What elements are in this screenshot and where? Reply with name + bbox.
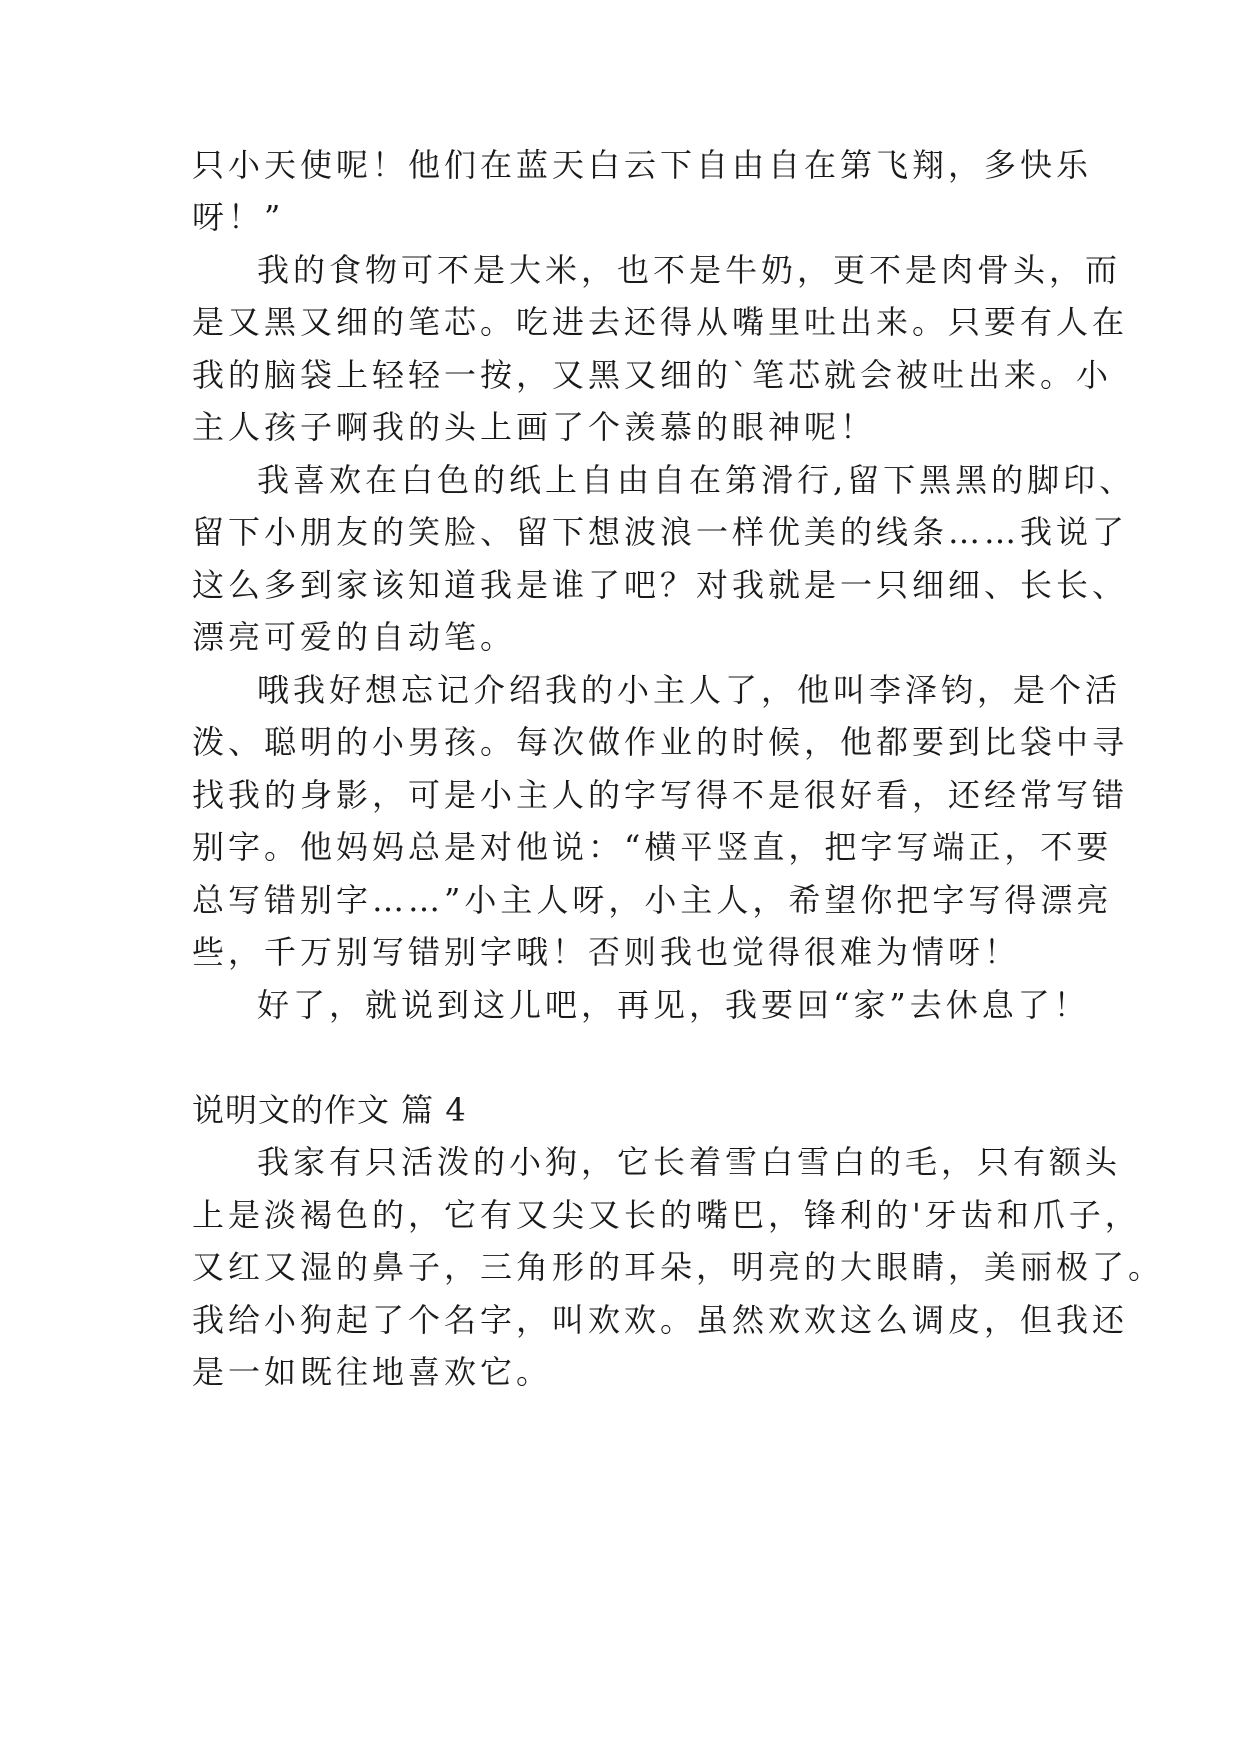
paragraph-line: 留下小朋友的笑脸、留下想波浪一样优美的线条……我说了: [192, 513, 1129, 551]
paragraph-line: 些，千万别写错别字哦！否则我也觉得很难为情呀！: [192, 933, 1021, 971]
paragraph-line: 别字。他妈妈总是对他说：“横平竖直，把字写端正，不要: [192, 828, 1113, 866]
paragraph-line: 主人孩子啊我的头上画了个羡慕的眼神呢！: [192, 408, 877, 446]
paragraph-line: 我喜欢在白色的纸上自由自在第滑行,留下黑黑的脚印、: [257, 461, 1136, 499]
paragraph-line: 这么多到家该知道我是谁了吧？对我就是一只细细、长长、: [192, 566, 1129, 604]
paragraph-line: 是一如既往地喜欢它。: [192, 1353, 553, 1391]
paragraph-line: 又红又湿的鼻子，三角形的耳朵，明亮的大眼睛，美丽极了。: [192, 1248, 1165, 1286]
paragraph-line: 上是淡褐色的，它有又尖又长的嘴巴，锋利的'牙齿和爪子，: [192, 1196, 1141, 1234]
paragraph-line: 我给小狗起了个名字，叫欢欢。虽然欢欢这么调皮，但我还: [192, 1301, 1129, 1339]
paragraph-line: 泼、聪明的小男孩。每次做作业的时候，他都要到比袋中寻: [192, 723, 1129, 761]
paragraph-line: 我的食物可不是大米，也不是牛奶，更不是肉骨头，而: [257, 251, 1122, 289]
paragraph-line: 呀！”: [192, 198, 285, 236]
paragraph-line: 好了，就说到这儿吧，再见，我要回“家”去休息了！: [257, 986, 1090, 1024]
section-heading: 说明文的作文 篇 4: [192, 1091, 467, 1129]
paragraph-line: 哦我好想忘记介绍我的小主人了，他叫李泽钧，是个活: [257, 671, 1122, 709]
paragraph-line: 找我的身影，可是小主人的字写得不是很好看，还经常写错: [192, 776, 1129, 814]
paragraph-line: 是又黑又细的笔芯。吃进去还得从嘴里吐出来。只要有人在: [192, 303, 1129, 341]
paragraph-line: 我的脑袋上轻轻一按，又黑又细的`笔芯就会被吐出来。小: [192, 356, 1113, 394]
paragraph-line: 只小天使呢！他们在蓝天白云下自由自在第飞翔，多快乐: [192, 146, 1093, 184]
paragraph-line: 我家有只活泼的小狗，它长着雪白雪白的毛，只有额头: [257, 1143, 1122, 1181]
paragraph-line: 总写错别字……”小主人呀，小主人，希望你把字写得漂亮: [192, 881, 1113, 919]
paragraph-line: 漂亮可爱的自动笔。: [192, 618, 517, 656]
